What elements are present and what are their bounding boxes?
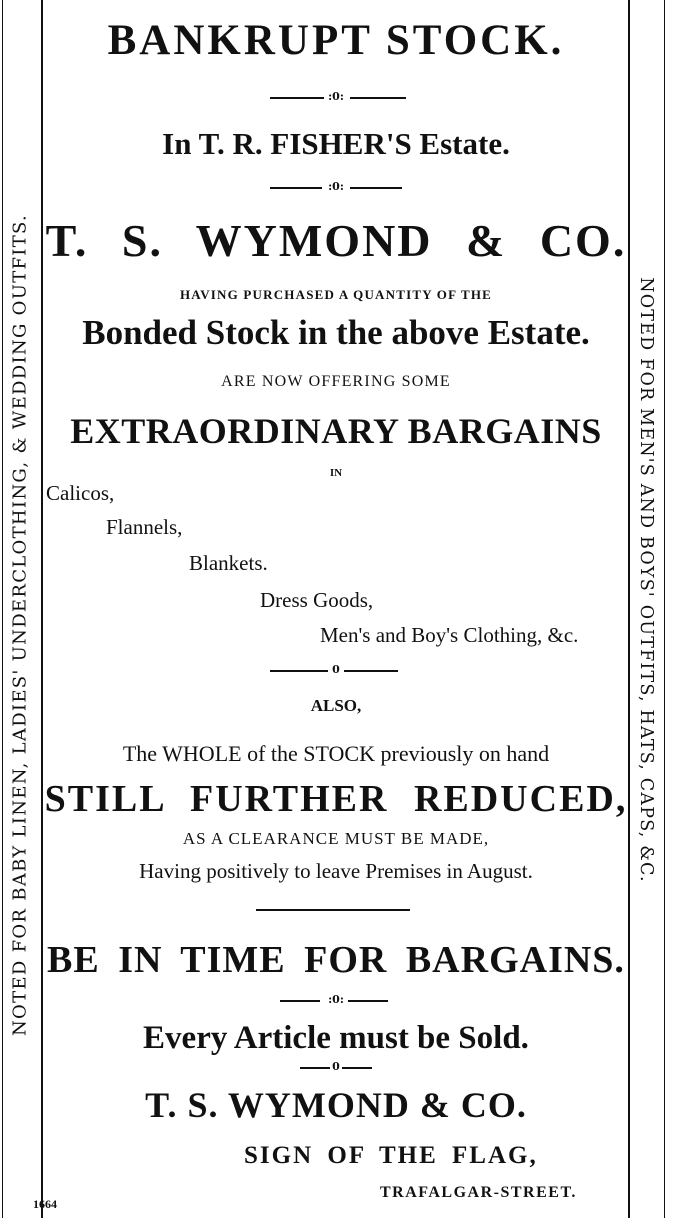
advertisement — [44, 0, 628, 1218]
sign-of-the-flag: SIGN OF THE FLAG, — [244, 1142, 538, 1169]
firm-name-footer: T. S. WYMOND & CO. — [145, 1085, 527, 1125]
estate-line: In T. R. FISHER'S Estate. — [162, 126, 510, 161]
street-address: TRAFALGAR-STREET. — [380, 1184, 577, 1201]
clearance-line: AS A CLEARANCE MUST BE MADE, — [182, 829, 490, 848]
offering-line: ARE NOW OFFERING SOME — [221, 373, 451, 390]
good-item-blankets: Blankets. — [189, 551, 268, 575]
section-rule — [256, 909, 410, 911]
also-line: ALSO, — [310, 696, 362, 715]
be-in-time-line: BE IN TIME FOR BARGAINS. — [47, 939, 625, 981]
separator-mark: :0: — [328, 90, 344, 103]
right-side-text: NOTED FOR MEN'S AND BOYS' OUTFITS, HATS, CAPS, &C. — [636, 277, 656, 883]
separator-rule — [344, 670, 398, 672]
still-further-reduced: STILL FURTHER REDUCED, — [44, 778, 628, 820]
separator-mark: 0 — [332, 1060, 340, 1073]
left-side-text: NOTED FOR BABY LINEN, LADIES' UNDERCLOTHING, & WEDDING OUTFITS. — [9, 213, 31, 1037]
whole-stock-line: The WHOLE of the STOCK previously on hand — [122, 741, 550, 766]
separator-rule — [342, 1067, 372, 1069]
good-item-dress-goods: Dress Goods, — [260, 588, 374, 612]
right-margin-line — [664, 0, 665, 1218]
separator-rule — [350, 187, 402, 189]
separator-mark: :0: — [328, 180, 344, 193]
reference-number: 1664 — [33, 1197, 57, 1211]
separator-mark: 0 — [332, 663, 340, 676]
right-side-column — [628, 0, 664, 1218]
good-item-clothing: Men's and Boy's Clothing, &c. — [320, 623, 579, 647]
good-item-flannels: Flannels, — [106, 515, 183, 539]
in-word: IN — [329, 467, 343, 479]
separator-mark: :0: — [328, 993, 344, 1006]
left-side-column — [0, 0, 40, 1218]
leave-premises-line: Having positively to leave Premises in August. — [139, 859, 533, 883]
bonded-stock-line: Bonded Stock in the above Estate. — [82, 313, 590, 352]
left-border-line — [41, 0, 43, 1218]
separator-rule — [350, 97, 406, 99]
headline-bankrupt-stock: BANKRUPT STOCK. — [107, 17, 565, 64]
extraordinary-bargains: EXTRAORDINARY BARGAINS — [70, 411, 602, 451]
having-purchased-line: HAVING PURCHASED A QUANTITY OF THE — [179, 287, 493, 302]
every-article-line: Every Article must be Sold. — [143, 1020, 529, 1056]
good-item-calicos: Calicos, — [46, 481, 115, 505]
firm-name: T. S. WYMOND & CO. — [45, 215, 627, 266]
separator-rule — [348, 1000, 388, 1002]
